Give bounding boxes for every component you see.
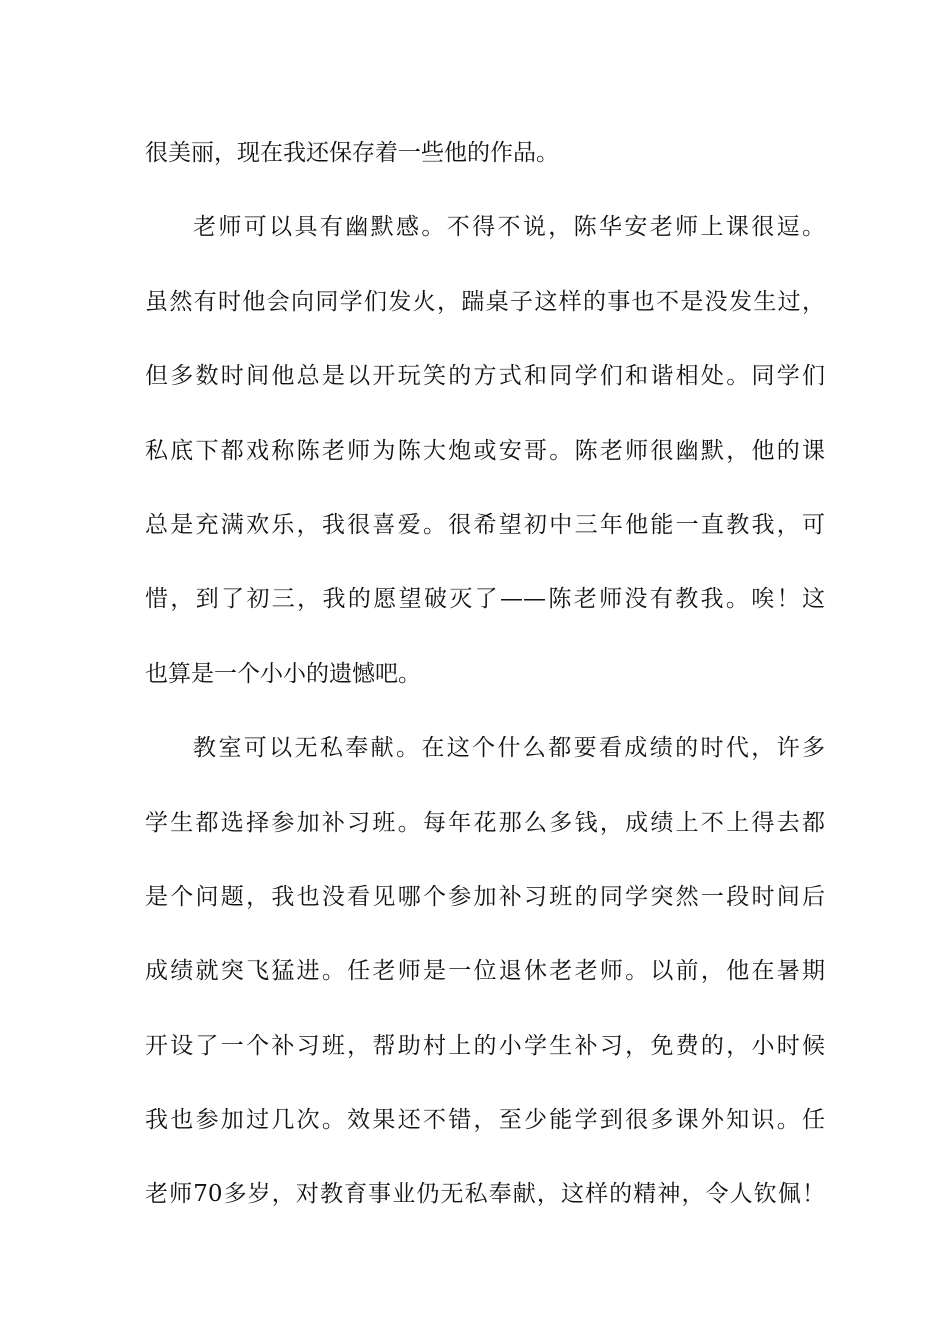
paragraph-line: 很美丽，现在我还保存着一些他的作品。	[145, 140, 559, 166]
paragraph-line: 总是充满欢乐，我很喜爱。很希望初中三年他能一直教我，可	[145, 511, 825, 538]
paragraph-line: 虽然有时他会向同学们发火，踹桌子这样的事也不是没发生过，	[145, 288, 825, 315]
paragraph-line: 我也参加过几次。效果还不错，至少能学到很多课外知识。任	[145, 1107, 825, 1134]
body-text	[145, 130, 825, 1246]
paragraph-line: 但多数时间他总是以开玩笑的方式和同学们和谐相处。同学们	[145, 363, 825, 390]
paragraph-line: 老师可以具有幽默感。不得不说，陈华安老师上课很逗。	[193, 214, 825, 241]
paragraph-line: 成绩就突飞猛进。任老师是一位退休老老师。以前，他在暑期	[145, 958, 825, 985]
paragraph-line: 是个问题，我也没看见哪个参加补习班的同学突然一段时间后	[145, 883, 825, 910]
paragraph-line: 学生都选择参加补习班。每年花那么多钱，成绩上不上得去都	[145, 809, 825, 836]
paragraph-line: 惜，到了初三，我的愿望破灭了——陈老师没有教我。唉！这	[145, 586, 825, 613]
paragraph-line: 也算是一个小小的遗憾吧。	[145, 660, 421, 687]
paragraph-line: 私底下都戏称陈老师为陈大炮或安哥。陈老师很幽默，他的课	[145, 437, 825, 464]
paragraph-line: 教室可以无私奉献。在这个什么都要看成绩的时代，许多	[193, 735, 825, 762]
paragraph-line: 开设了一个补习班，帮助村上的小学生补习，免费的，小时候	[145, 1032, 825, 1059]
paragraph-line: 老师70多岁，对教育事业仍无私奉献，这样的精神，令人钦佩！	[145, 1181, 825, 1208]
